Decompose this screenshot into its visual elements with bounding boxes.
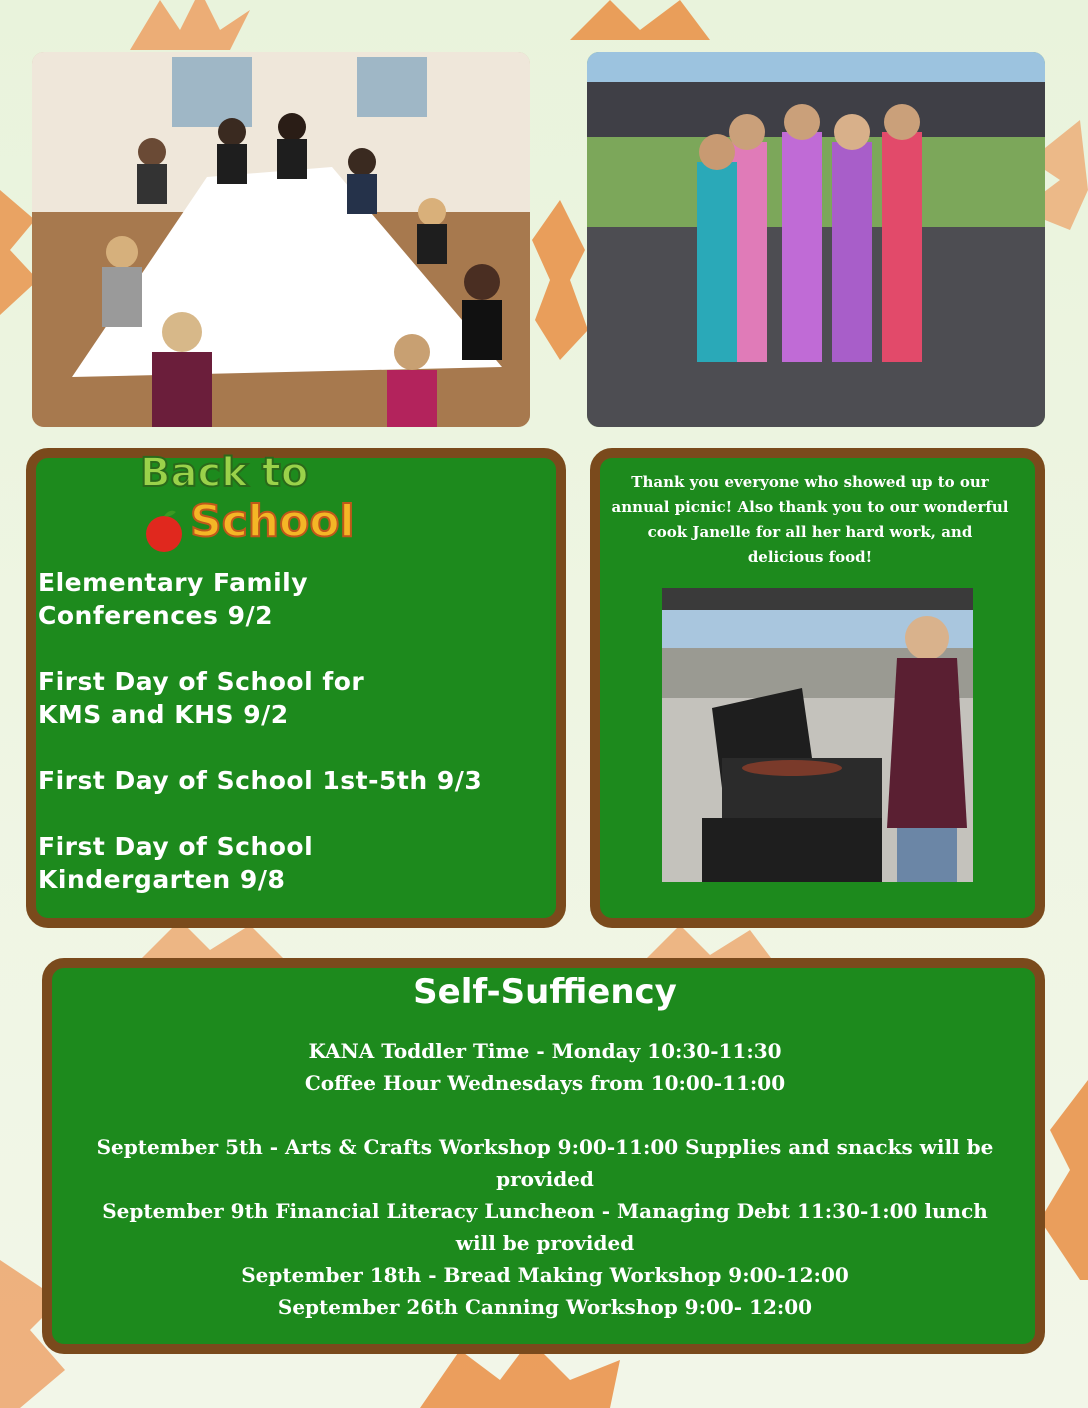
school-events-list: [38, 566, 538, 929]
event-item: First Day of School Kindergarten 9/8: [38, 832, 314, 894]
schedule-line: will be provided: [455, 1231, 635, 1255]
maple-leaf-decoration: [1040, 1080, 1088, 1280]
schedule-line: September 18th - Bread Making Workshop 9:00-12:00: [241, 1263, 849, 1287]
splash-pad-photo: [587, 52, 1045, 427]
self-sufficiency-title: Self-Suffiency: [413, 972, 677, 1012]
event-item: First Day of School 1st-5th 9/3: [38, 766, 483, 795]
logo-line-1: Back to: [140, 450, 309, 496]
picnic-thanks-text: Thank you everyone who showed up to our annual picnic! Also thank you to our wonderful cook Janelle for all her hard work, and delicious food!: [611, 473, 1009, 566]
event-item: First Day of School for KMS and KHS 9/2: [38, 667, 365, 729]
grill-photo: [662, 588, 973, 882]
schedule-line: provided: [496, 1167, 594, 1191]
maple-leaf-decoration: [530, 200, 590, 360]
back-to-school-logo: [140, 448, 390, 554]
logo-line-2: School: [190, 496, 355, 547]
classroom-photo: [32, 52, 530, 427]
schedule-line: KANA Toddler Time - Monday 10:30-11:30: [308, 1039, 782, 1063]
event-item: Elementary Family Conferences 9/2: [38, 568, 309, 630]
maple-leaf-decoration: [560, 0, 720, 50]
schedule-line: September 26th Canning Workshop 9:00- 12:00: [277, 1295, 813, 1319]
schedule-line: September 9th Financial Literacy Luncheon - Managing Debt 11:30-1:00 lunch: [102, 1199, 988, 1223]
maple-leaf-decoration: [120, 0, 260, 60]
schedule-line: September 5th - Arts & Crafts Workshop 9:00-11:00 Supplies and snacks will be: [96, 1135, 994, 1159]
apple-icon: [140, 506, 188, 554]
schedule-line: Coffee Hour Wednesdays from 10:00-11:00: [304, 1071, 786, 1095]
